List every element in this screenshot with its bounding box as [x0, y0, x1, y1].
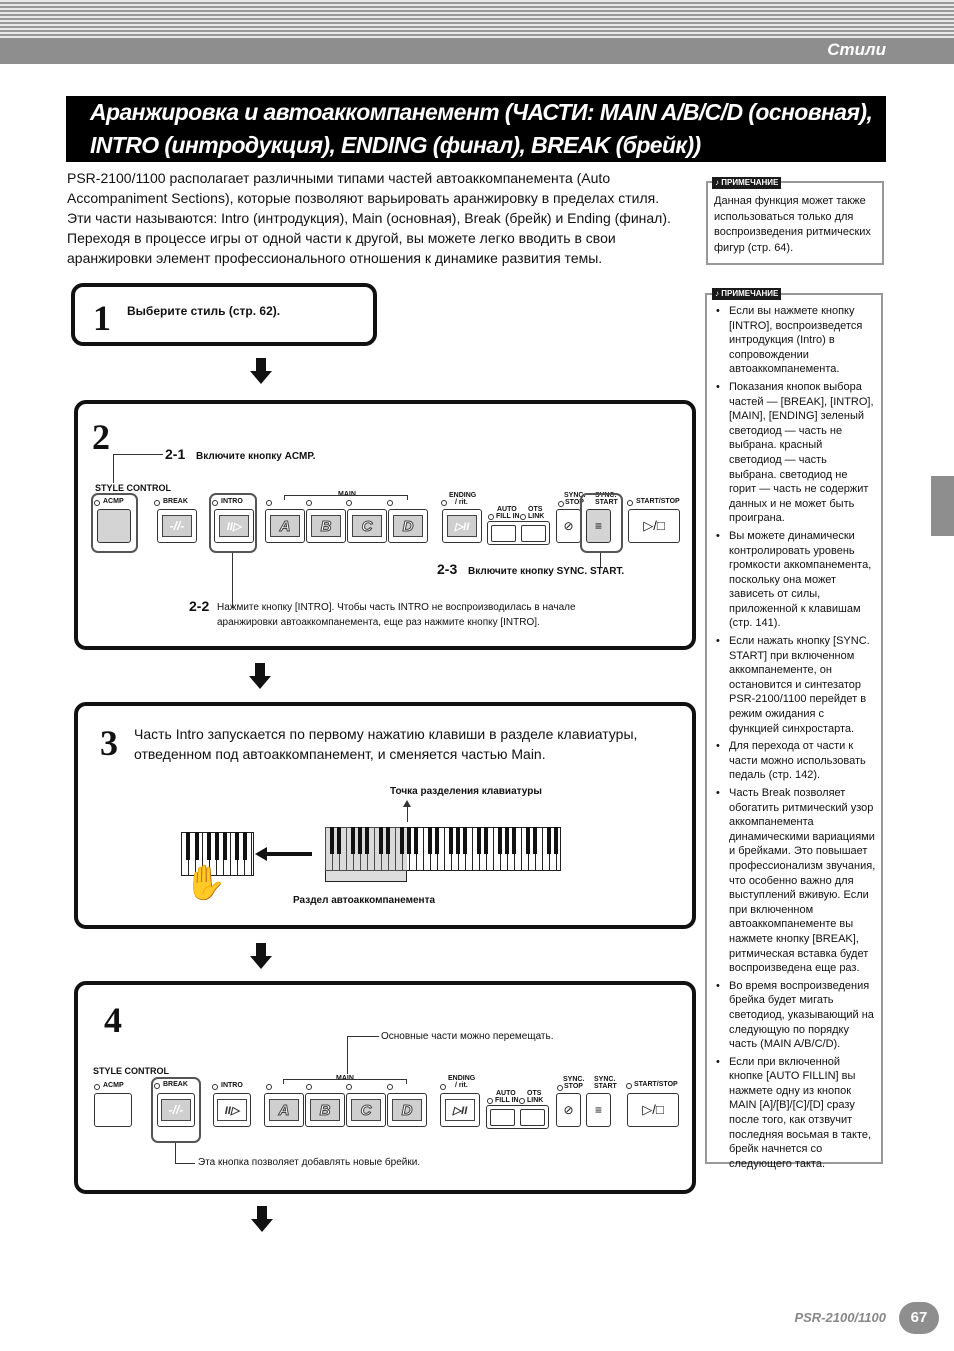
- rit-label: / rit.: [455, 499, 468, 506]
- intro-paragraph: PSR-2100/1100 располагает различными типами частей автоаккомпанемента (Auto Accompaniment Sections), которые позволяют варьировать аранжировку в пределах стиля. Эти части называются: Intro (интродукция), Main (основная), Break (брейк) и Ending (финал). Переходя в процессе игры от одной части к другой, вы можете легко вводить в свои аранжировки элемент профессионального отношения к динамике развития темы.: [67, 170, 671, 266]
- sync-start-label-2: START: [594, 1083, 617, 1090]
- note-item: • Если нажать кнопку [SYNC. START] при включенном аккомпанементе, он остановится и синтезатор PSR-2100/1100 перейдет в режим ожидания с функцией синхростарта.: [711, 634, 877, 736]
- note-list: [711, 304, 877, 1171]
- callout-2-2-number: 2-2: [189, 598, 210, 614]
- note-item: • Для перехода от части к части можно использовать педаль (стр. 142).: [711, 739, 877, 783]
- black-key: [484, 827, 488, 854]
- sync-stop-label-2: STOP: [564, 1083, 583, 1090]
- ending-led: [440, 1084, 446, 1090]
- sync-start-label-2: START: [595, 499, 618, 506]
- callout-2-1: [165, 446, 316, 462]
- callout-line: [175, 1163, 195, 1164]
- step-2-number: 2: [92, 417, 110, 457]
- sync-stop-label-1: SYNC.: [563, 1076, 585, 1083]
- main-b-button[interactable]: [305, 1093, 345, 1127]
- sync-stop-led: [557, 1085, 563, 1091]
- arrow-down-icon: [250, 943, 272, 971]
- ots-label: OTS: [528, 506, 543, 513]
- break-label: BREAK: [163, 1081, 188, 1088]
- main-b-letter: B: [311, 515, 341, 537]
- black-key: [215, 832, 219, 860]
- main-c-led: [346, 500, 352, 506]
- black-key: [358, 827, 362, 854]
- main-label: MAIN: [338, 491, 356, 498]
- split-point-label: Точка разделения клавиатуры: [390, 786, 542, 797]
- step-4-number: 4: [104, 1000, 122, 1040]
- black-key: [243, 832, 247, 860]
- callout-2-1-number: 2-1: [165, 446, 186, 462]
- main-c-led: [346, 1084, 352, 1090]
- main-d-button[interactable]: [388, 509, 428, 543]
- fill-in-led: [488, 514, 494, 520]
- ots-led: [520, 514, 526, 520]
- note-tag-2: ♪ ПРИМЕЧАНИЕ: [712, 288, 781, 300]
- black-key: [554, 827, 558, 854]
- fill-in-label: FILL IN: [496, 513, 520, 520]
- sync-stop-icon: ⊘: [563, 519, 574, 533]
- start-stop-button[interactable]: [628, 509, 680, 543]
- header-stripes: [0, 0, 954, 38]
- callout-2-1-text: Включите кнопку ACMP.: [196, 451, 316, 462]
- callout-line: [347, 1036, 379, 1037]
- start-stop-icon: ▷/□: [642, 1102, 664, 1117]
- black-key: [379, 827, 383, 854]
- black-key: [449, 827, 453, 854]
- ots-led: [519, 1098, 525, 1104]
- black-key: [207, 832, 211, 860]
- ending-button[interactable]: [442, 509, 482, 543]
- break-led: [154, 500, 160, 506]
- note-box-1: [706, 181, 884, 265]
- main-a-letter: A: [270, 515, 300, 537]
- break-icon: -//-: [162, 515, 192, 537]
- main-a-button[interactable]: [265, 509, 305, 543]
- sync-start-icon: ≡: [594, 519, 602, 533]
- auto-fill-in-button[interactable]: [491, 525, 516, 542]
- note-tag-label: ПРИМЕЧАНИЕ: [721, 178, 779, 187]
- main-b-led: [306, 1084, 312, 1090]
- acmp-label: ACMP: [103, 498, 124, 505]
- black-key: [386, 827, 390, 854]
- black-key: [330, 827, 334, 854]
- arrow-left-icon: [255, 847, 267, 861]
- link-label: LINK: [527, 1097, 544, 1104]
- callout-2-3-number: 2-3: [437, 561, 458, 577]
- black-key: [400, 827, 404, 854]
- note-box-2: [705, 293, 883, 1170]
- style-control-label: STYLE CONTROL: [93, 1066, 169, 1076]
- fill-in-label: FILL IN: [495, 1097, 519, 1104]
- main-d-button[interactable]: [387, 1093, 427, 1127]
- sync-start-label-1: SYNC.: [594, 1076, 616, 1083]
- step-1-number: 1: [93, 298, 111, 338]
- black-key: [533, 827, 537, 854]
- ending-icon: ▷II: [447, 515, 477, 537]
- note-tag-label: ПРИМЕЧАНИЕ: [721, 289, 779, 298]
- start-stop-label: START/STOP: [636, 498, 680, 505]
- accompaniment-section-label: Раздел автоаккомпанемента: [293, 895, 436, 906]
- main-a-led: [266, 500, 272, 506]
- acmp-label: ACMP: [103, 1082, 124, 1089]
- note-item: • Во время воспроизведения брейка будет мигать светодиод, указывающий на следующую по порядку часть (MAIN A/B/C/D).: [711, 979, 877, 1052]
- step-1-box: [71, 283, 377, 346]
- highlight-intro: [209, 493, 257, 553]
- arrow-down-icon: [251, 1206, 273, 1234]
- break-label: BREAK: [163, 498, 188, 505]
- callout-2-3-text: Включите кнопку SYNC. START.: [468, 566, 625, 577]
- sync-start-label-1: SYNC.: [595, 492, 617, 499]
- split-arrow-icon: [403, 800, 411, 807]
- black-key: [195, 832, 199, 860]
- step-3-number: 3: [100, 723, 118, 763]
- black-key: [463, 827, 467, 854]
- intro-label: INTRO: [221, 1082, 243, 1089]
- main-d-letter: D: [392, 1099, 422, 1121]
- ending-led: [441, 500, 447, 506]
- auto-label: AUTO: [497, 506, 517, 513]
- acmp-button[interactable]: [94, 1093, 132, 1127]
- sync-start-icon: ≡: [594, 1103, 602, 1117]
- black-key: [186, 832, 190, 860]
- black-key: [337, 827, 341, 854]
- intro-led: [212, 1084, 218, 1090]
- rit-label: / rit.: [455, 1082, 468, 1089]
- ending-label: ENDING: [448, 1075, 476, 1082]
- note-item: • Вы можете динамически контролировать уровень громкости аккомпанемента, поскольку она может зависеть от силы, приложенной к клавишам (стр. 141).: [711, 529, 877, 631]
- link-label: LINK: [528, 513, 545, 520]
- note-tag-1: ♪ ПРИМЕЧАНИЕ: [712, 177, 781, 189]
- main-c-button[interactable]: [347, 509, 387, 543]
- intro-label: INTRO: [221, 498, 243, 505]
- note-item: • Если вы нажмете кнопку [INTRO], воспроизведется интродукция (Intro) в сопровождении автоаккомпанемента.: [711, 304, 877, 377]
- main-c-letter: C: [352, 515, 382, 537]
- main-b-letter: B: [310, 1099, 340, 1121]
- main-a-led: [266, 1084, 272, 1090]
- ending-icon: ▷II: [445, 1099, 475, 1121]
- callout-2-3: [437, 561, 624, 577]
- black-key: [407, 827, 411, 854]
- sync-stop-icon: ⊘: [563, 1103, 574, 1117]
- main-c-letter: C: [351, 1099, 381, 1121]
- start-stop-button[interactable]: [627, 1093, 679, 1127]
- black-key: [477, 827, 481, 854]
- sync-start-button[interactable]: [586, 1093, 611, 1127]
- main-b-led: [306, 500, 312, 506]
- sync-stop-button[interactable]: [556, 1093, 581, 1127]
- black-key: [351, 827, 355, 854]
- intro-icon: II▷: [217, 1099, 247, 1121]
- hand-icon: ✋: [184, 864, 227, 902]
- break-icon: -//-: [161, 1099, 191, 1121]
- black-key: [414, 827, 418, 854]
- sync-stop-label-2: STOP: [565, 499, 584, 506]
- start-stop-icon: ▷/□: [643, 518, 665, 533]
- arrow-down-icon: [249, 663, 271, 691]
- callout-line: [347, 1036, 348, 1074]
- main-move-note: Основные части можно перемещать.: [381, 1031, 554, 1042]
- start-stop-label: START/STOP: [634, 1081, 678, 1088]
- fill-in-led: [487, 1098, 493, 1104]
- break-button[interactable]: [157, 509, 197, 543]
- main-b-button[interactable]: [306, 509, 346, 543]
- page-number: 67: [899, 1302, 939, 1334]
- start-stop-led: [626, 1083, 632, 1089]
- note-item: • Показания кнопок выбора частей — [BREAK], [INTRO], [MAIN], [ENDING] зеленый светодиод — часть не выбрана. красный светодиод — часть выбрана. светодиод не горит — часть не содержит данных и не может быть проиграна.: [711, 380, 877, 526]
- arrow-down-icon: [250, 358, 272, 386]
- step-1-text: Выберите стиль (стр. 62).: [127, 304, 281, 318]
- main-c-button[interactable]: [346, 1093, 386, 1127]
- note-1-text: Данная функция может также использоваться только для воспроизведения ритмических фигур (стр. 64).: [714, 195, 871, 254]
- note-item: • Если при включенной кнопке [AUTO FILLIN] вы нажмете одну из кнопок MAIN [A]/[B]/[C]/[D] сразу после того, как отзвучит последняя восьмая в такте, брейк начнется со следующего такта.: [711, 1055, 877, 1172]
- main-a-letter: A: [269, 1099, 299, 1121]
- black-key: [505, 827, 509, 854]
- page-heading: Аранжировка и автоаккомпанемент (ЧАСТИ: MAIN A/B/C/D (основная), INTRO (интродукция), ENDING (финал), BREAK (брейк)): [66, 96, 886, 162]
- callout-2-2-text: Нажмите кнопку [INTRO]. Чтобы часть INTRO не воспроизводилась в начале аранжировки автоаккомпанемента, еще раз нажмите кнопку [INTRO].: [217, 602, 576, 628]
- sync-stop-led: [558, 501, 564, 507]
- sync-stop-label-1: SYNC.: [564, 492, 586, 499]
- chapter-tab: [931, 476, 954, 536]
- break-note: Эта кнопка позволяет добавлять новые брейки.: [198, 1157, 421, 1168]
- ending-button[interactable]: [440, 1093, 480, 1127]
- style-control-label: STYLE CONTROL: [95, 483, 171, 493]
- ots-link-button[interactable]: [520, 1109, 545, 1126]
- black-key: [526, 827, 530, 854]
- note-item: • Часть Break позволяет обогатить ритмический узор аккомпанемента динамическими вариациями и брейками. Это повышает профессионализм звучания, что особенно важно для выступлений вживую. Если при включенном автоаккомпанементе вы нажмете кнопку [BREAK], ритмическая вставка будет воспроизведена еще раз.: [711, 786, 877, 976]
- black-key: [223, 832, 227, 860]
- callout-line: [175, 1143, 176, 1163]
- black-key: [365, 827, 369, 854]
- highlight-sync-start: [580, 493, 623, 553]
- highlight-acmp: [91, 493, 138, 553]
- intro-icon: II▷: [219, 515, 249, 537]
- main-label: MAIN: [336, 1075, 354, 1082]
- main-d-led: [387, 1084, 393, 1090]
- black-key: [456, 827, 460, 854]
- sync-stop-button[interactable]: [556, 509, 581, 543]
- ots-label: OTS: [527, 1090, 542, 1097]
- black-key: [428, 827, 432, 854]
- section-title: Стили: [827, 40, 886, 59]
- black-key: [512, 827, 516, 854]
- highlight-break: [151, 1077, 201, 1143]
- black-key: [235, 832, 239, 860]
- header-band: [0, 38, 954, 64]
- acmp-led: [94, 1084, 100, 1090]
- step-3-text: Часть Intro запускается по первому нажатию клавиши в разделе клавиатуры, отведенном под автоаккомпанемент, и сменяется частью Main.: [134, 726, 638, 762]
- auto-label: AUTO: [496, 1090, 516, 1097]
- footer-model: PSR-2100/1100: [794, 1310, 886, 1325]
- main-a-button[interactable]: [264, 1093, 304, 1127]
- callout-line: [113, 454, 163, 455]
- black-key: [498, 827, 502, 854]
- main-d-led: [387, 500, 393, 506]
- ots-link-button[interactable]: [521, 525, 546, 542]
- black-key: [435, 827, 439, 854]
- arrow-left-shaft: [262, 852, 312, 856]
- black-key: [547, 827, 551, 854]
- auto-fill-in-button[interactable]: [490, 1109, 515, 1126]
- ending-label: ENDING: [449, 492, 477, 499]
- main-d-letter: D: [393, 515, 423, 537]
- start-stop-led: [627, 500, 633, 506]
- intro-button[interactable]: [213, 1093, 251, 1127]
